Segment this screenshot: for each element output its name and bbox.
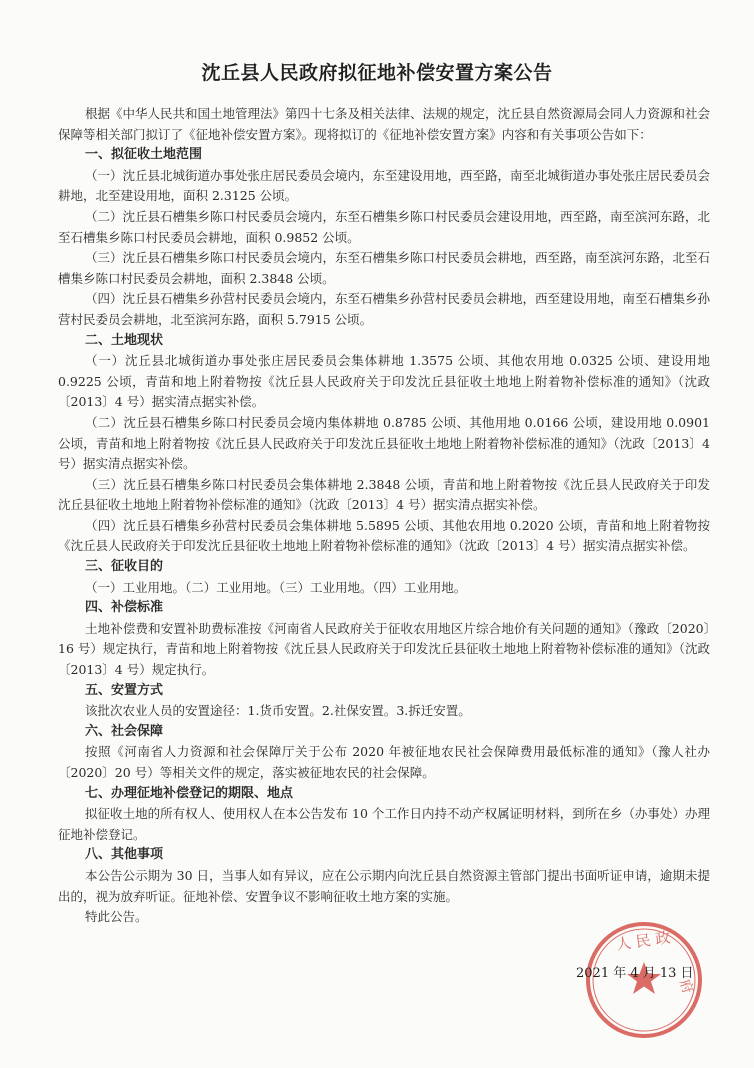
registration-paragraph: 拟征收土地的所有权人、使用权人在本公告发布 10 个工作日内持不动产权属证明材料，到所在乡（办事处）办理征地补偿登记。 bbox=[58, 806, 710, 842]
resettlement-paragraph: 该批次农业人员的安置途径：1.货币安置。2.社保安置。3.拆迁安置。 bbox=[85, 703, 471, 719]
section-heading-scope: 一、拟征收土地范围 bbox=[85, 147, 203, 163]
scope-item-4: （四）沈丘县石槽集乡孙营村民委员会境内，东至石槽集乡孙营村民委员会耕地，西至建设用地，南至石槽集乡孙营村民委员会耕地，北至滨河东路，面积 5.7915 公顷。 bbox=[58, 291, 711, 327]
section-heading-resettlement: 五、安置方式 bbox=[85, 682, 164, 698]
scope-item-3: （三）沈丘县石槽集乡陈口村民委员会境内，东至石槽集乡陈口村民委员会耕地，西至路，南至滨河东路，北至石槽集乡陈口村民委员会耕地，面积 2.3848 公顷。 bbox=[58, 250, 711, 286]
section-heading-registration: 七、办理征地补偿登记的期限、地点 bbox=[85, 785, 294, 801]
intro-paragraph: 根据《中华人民共和国土地管理法》第四十七条及相关法律、法规的规定，沈丘县自然资源局会同人力资源和社会保障等相关部门拟订了《征地补偿安置方案》。现将拟订的《征地补偿安置方案》内容和有关事项公告如下： bbox=[58, 106, 711, 142]
section-heading-social-security: 六、社会保障 bbox=[85, 723, 164, 739]
section-heading-status: 二、土地现状 bbox=[85, 332, 164, 348]
standard-paragraph: 土地补偿费和安置补助费标准按《河南省人民政府关于征收农用地区片综合地价有关问题的通知》（豫政〔2020〕16 号）规定执行，青苗和地上附着物按《沈丘县人民政府关于印发沈丘县征收土地地上附着物补偿标准的通知》（沈政〔2013〕4 号）规定执行。 bbox=[58, 620, 710, 678]
social-security-paragraph: 按照《河南省人力资源和社会保障厅关于公布 2020 年被征地农民社会保障费用最低标准的通知》（豫人社办〔2020〕20 号）等相关文件的规定，落实被征地农民的社会保障。 bbox=[58, 744, 710, 780]
scope-item-1: （一）沈丘县北城街道办事处张庄居民委员会境内，东至建设用地，西至路，南至北城街道办事处张庄居民委员会耕地，北至建设用地，面积 2.3125 公顷。 bbox=[58, 167, 711, 204]
page-title: 沈丘县人民政府拟征地补偿安置方案公告 bbox=[201, 62, 553, 84]
status-item-4: （四）沈丘县石槽集乡孙营村民委员会集体耕地 5.5895 公顷、其他农用地 0.2020 公顷，青苗和地上附着物按《沈丘县人民政府关于印发沈丘县征收土地地上附着物补偿标准的通知》（沈政〔2013〕4 号）据实清点据实补偿。 bbox=[58, 517, 710, 554]
closing-text: 特此公告。 bbox=[85, 909, 148, 925]
scope-item-2: （二）沈丘县石槽集乡陈口村民委员会境内，东至石槽集乡陈口村民委员会建设用地，西至路，南至滨河东路，北至石槽集乡陈口村民委员会耕地，面积 0.9852 公顷。 bbox=[58, 208, 711, 245]
purpose-paragraph: （一）工业用地。（二）工业用地。（三）工业用地。（四）工业用地。 bbox=[85, 579, 467, 595]
section-heading-other: 八、其他事项 bbox=[85, 847, 164, 863]
section-heading-purpose: 三、征收目的 bbox=[85, 559, 164, 575]
document-date: 2021 年 4 月 13 日 bbox=[576, 966, 694, 981]
status-item-1: （一）沈丘县北城街道办事处张庄居民委员会集体耕地 1.3575 公顷、其他农用地 0.0325 公顷、建设用地 0.9225 公顷，青苗和地上附着物按《沈丘县人民政府关于印发沈丘县征收土地地上附着物补偿标准的通知》（沈政〔2013〕4 号）据实清点据实补偿。 bbox=[58, 353, 710, 410]
status-item-2: （二）沈丘县石槽集乡陈口村民委员会境内集体耕地 0.8785 公顷、其他用地 0.0166 公顷，建设用地 0.0901 公顷，青苗和地上附着物按《沈丘县人民政府关于印发沈丘县征收土地地上附着物补偿标准的通知》（沈政〔2013〕4 号）据实清点据实补偿。 bbox=[58, 414, 710, 472]
document-body bbox=[58, 104, 710, 928]
status-item-3: （三）沈丘县石槽集乡陈口村民委员会集体耕地 2.3848 公顷，青苗和地上附着物按《沈丘县人民政府关于印发沈丘县征收土地地上附着物补偿标准的通知》（沈政〔2013〕4 号）据实清点据实补偿。 bbox=[58, 476, 710, 513]
section-heading-standard: 四、补偿标准 bbox=[85, 600, 164, 616]
other-paragraph: 本公告公示期为 30 日，当事人如有异议，应在公示期内向沈丘县自然资源主管部门提出书面听证申请，逾期未提出的，视为放弃听证。征地补偿、安置争议不影响征收土地方案的实施。 bbox=[58, 867, 710, 904]
svg-text:府: 府 bbox=[675, 977, 696, 996]
svg-text:人 民 政: 人 民 政 bbox=[615, 928, 672, 954]
